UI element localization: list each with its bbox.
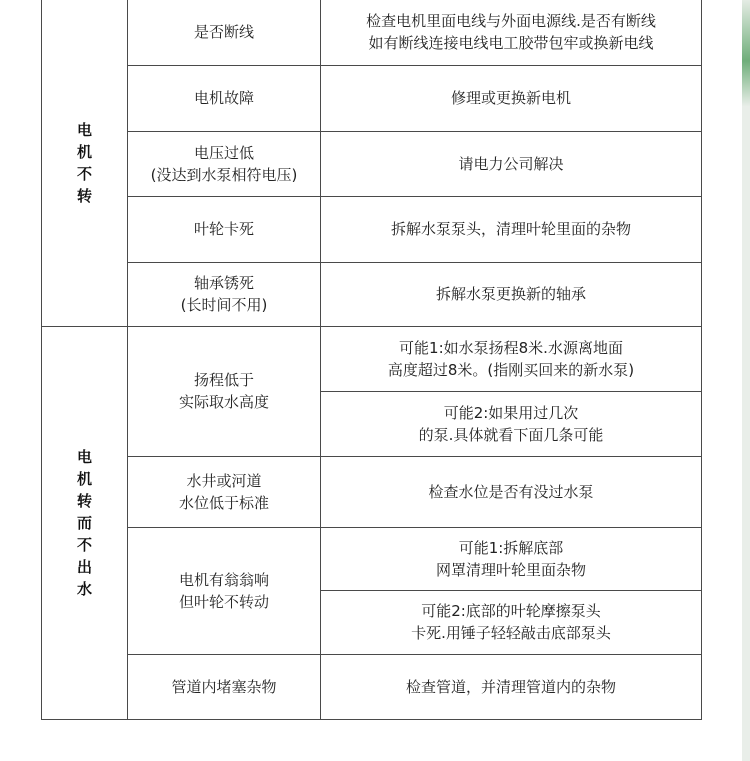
issue-cell [128, 0, 321, 65]
issue-cell [128, 196, 321, 262]
solution-text: 检查管道，并清理管道内的杂物 [405, 677, 616, 696]
issue-text: 叶轮卡死 [193, 220, 254, 238]
issue-text: 是否断线 [193, 23, 254, 42]
solution-cell [321, 131, 702, 196]
issue-text: 但叶轮不转动 [178, 592, 269, 611]
table-row [42, 262, 702, 326]
solution-text: 如有断线连接电线电工胶带包牢或换新电线 [368, 34, 654, 53]
table-row [42, 654, 702, 719]
issue-cell [128, 654, 321, 719]
issue-text: (长时间不用) [180, 296, 268, 314]
issue-text: 电压过低 [193, 143, 254, 162]
solution-text: 请电力公司解决 [458, 154, 564, 173]
solution-text: 拆解水泵泵头，清理叶轮里面的杂物 [390, 220, 631, 238]
solution-text: 可能2:底部的叶轮摩擦泵头 [421, 602, 601, 620]
category-char: 出 [76, 557, 92, 576]
issue-cell [128, 527, 321, 654]
issue-text: 水位低于标准 [178, 493, 269, 512]
solution-cell [321, 65, 702, 131]
solution-text: 高度超过8米。(指刚买回来的新水泵) [387, 360, 635, 379]
solution-cell [321, 0, 702, 65]
solution-cell [321, 590, 702, 654]
category-cell [42, 326, 128, 719]
issue-text: 管道内堵塞杂物 [171, 677, 277, 696]
category-char: 转 [76, 491, 92, 510]
category-char: 电 [76, 447, 92, 466]
solution-cell [321, 456, 702, 527]
solution-cell [321, 262, 702, 326]
solution-cell [321, 654, 702, 719]
issue-cell [128, 262, 321, 326]
issue-text: 扬程低于 [193, 371, 254, 389]
solution-text: 可能2:如果用过几次 [443, 403, 579, 422]
solution-text: 检查电机里面电线与外面电源线.是否有断线 [366, 12, 656, 31]
issue-text: 电机有翁翁响 [178, 570, 269, 589]
table-row [42, 456, 702, 527]
solution-cell [321, 326, 702, 391]
issue-cell [128, 65, 321, 131]
category-char: 机 [76, 469, 92, 488]
table-row [42, 131, 702, 196]
table-row [42, 527, 702, 590]
solution-cell [321, 391, 702, 456]
solution-text: 网罩清理叶轮里面杂物 [435, 560, 586, 579]
category-char: 转 [76, 186, 92, 205]
table-row [42, 326, 702, 391]
solution-text: 可能1:拆解底部 [458, 538, 564, 557]
troubleshooting-table [41, 0, 702, 720]
issue-text: 实际取水高度 [178, 393, 269, 411]
category-char: 机 [76, 142, 92, 161]
solution-text: 修理或更换新电机 [450, 89, 571, 107]
issue-cell [128, 326, 321, 456]
table-row [42, 0, 702, 65]
solution-text: 检查水位是否有没过水泵 [428, 482, 594, 501]
category-char: 不 [76, 164, 92, 183]
issue-text: 水井或河道 [186, 471, 262, 490]
issue-cell [128, 131, 321, 196]
category-char: 水 [76, 579, 92, 598]
right-edge-strip [742, 0, 750, 761]
solution-text: 的泵.具体就看下面几条可能 [418, 425, 604, 444]
solution-cell [321, 527, 702, 590]
table-row [42, 65, 702, 131]
issue-text: 电机故障 [193, 89, 254, 107]
solution-cell [321, 196, 702, 262]
table-row [42, 196, 702, 262]
issue-cell [128, 456, 321, 527]
category-cell [42, 0, 128, 326]
category-char: 电 [76, 120, 92, 139]
issue-text: (没达到水泵相符电压) [150, 165, 298, 184]
issue-text: 轴承锈死 [193, 274, 254, 292]
category-char: 不 [76, 535, 92, 554]
solution-text: 卡死.用锤子轻轻敲击底部泵头 [411, 624, 611, 642]
solution-text: 拆解水泵更换新的轴承 [435, 285, 586, 303]
solution-text: 可能1:如水泵扬程8米.水源离地面 [399, 338, 623, 357]
category-char: 而 [76, 513, 92, 532]
